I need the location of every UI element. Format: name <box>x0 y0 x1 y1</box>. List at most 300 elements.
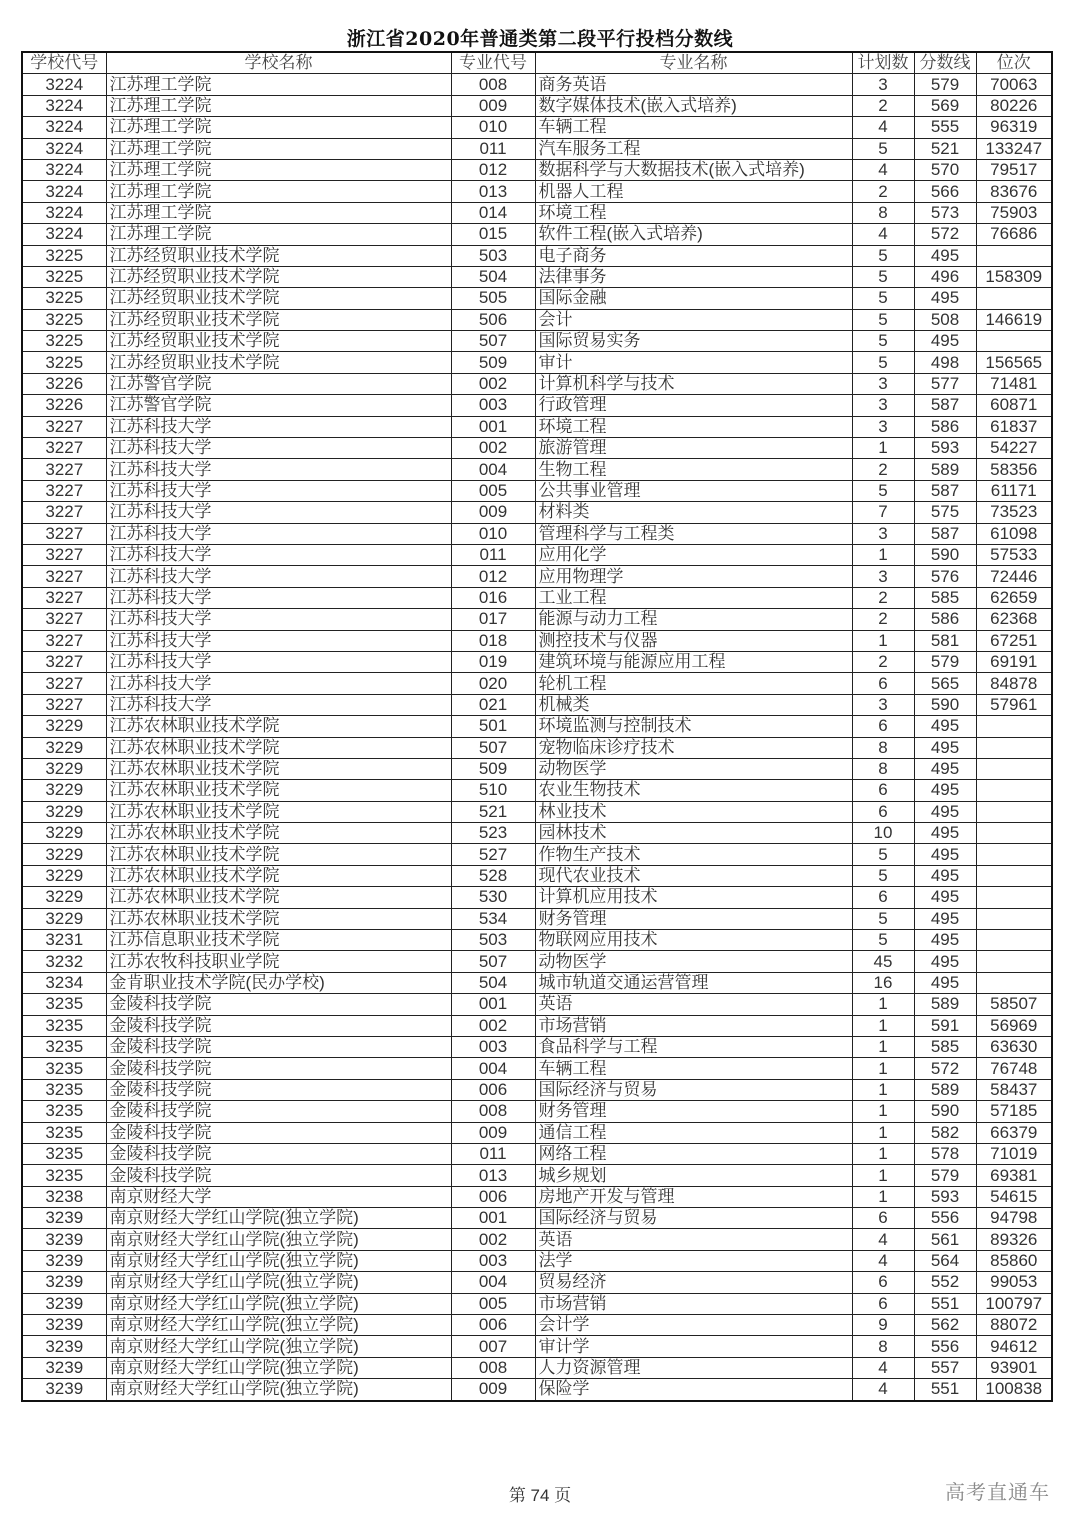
cell-school-code: 3235 <box>22 1036 106 1057</box>
table-row <box>22 1293 1052 1314</box>
table-row <box>22 651 1052 672</box>
cell-rank <box>976 908 1052 929</box>
cell-school-code: 3227 <box>22 673 106 694</box>
cell-major-code: 003 <box>451 1250 535 1271</box>
cell-school-name: 金陵科技学院 <box>106 1122 451 1143</box>
cell-school-code: 3227 <box>22 694 106 715</box>
cell-major-name: 现代农业技术 <box>535 865 852 886</box>
cell-major-code: 504 <box>451 972 535 993</box>
table-row <box>22 1122 1052 1143</box>
cell-rank: 88072 <box>976 1315 1052 1336</box>
cell-plan-count: 4 <box>852 159 914 180</box>
cell-major-name: 国际贸易实务 <box>535 331 852 352</box>
cell-school-name: 金陵科技学院 <box>106 1165 451 1186</box>
header-major-name: 专业名称 <box>535 52 852 74</box>
cell-major-name: 计算机应用技术 <box>535 887 852 908</box>
header-score-line: 分数线 <box>914 52 976 74</box>
cell-major-code: 506 <box>451 309 535 330</box>
table-row <box>22 1250 1052 1271</box>
table-row <box>22 245 1052 266</box>
cell-rank: 54615 <box>976 1186 1052 1207</box>
cell-major-name: 城市轨道交通运营管理 <box>535 972 852 993</box>
cell-school-code: 3239 <box>22 1250 106 1271</box>
cell-plan-count: 1 <box>852 1079 914 1100</box>
cell-plan-count: 5 <box>852 245 914 266</box>
cell-school-name: 南京财经大学红山学院(独立学院) <box>106 1336 451 1357</box>
cell-plan-count: 4 <box>852 1379 914 1401</box>
cell-score-line: 495 <box>914 716 976 737</box>
table-row <box>22 758 1052 779</box>
cell-major-code: 002 <box>451 373 535 394</box>
cell-major-code: 001 <box>451 994 535 1015</box>
cell-major-code: 527 <box>451 844 535 865</box>
cell-score-line: 578 <box>914 1143 976 1164</box>
cell-score-line: 495 <box>914 908 976 929</box>
cell-school-code: 3239 <box>22 1336 106 1357</box>
cell-score-line: 566 <box>914 181 976 202</box>
cell-plan-count: 3 <box>852 416 914 437</box>
cell-rank: 84878 <box>976 673 1052 694</box>
cell-score-line: 587 <box>914 395 976 416</box>
cell-rank: 69381 <box>976 1165 1052 1186</box>
cell-school-name: 江苏农林职业技术学院 <box>106 801 451 822</box>
table-row <box>22 1186 1052 1207</box>
cell-plan-count: 6 <box>852 1293 914 1314</box>
cell-school-code: 3229 <box>22 844 106 865</box>
cell-school-code: 3235 <box>22 1101 106 1122</box>
table-row <box>22 95 1052 116</box>
cell-school-code: 3239 <box>22 1229 106 1250</box>
cell-plan-count: 2 <box>852 95 914 116</box>
table-row <box>22 716 1052 737</box>
cell-school-code: 3227 <box>22 651 106 672</box>
cell-major-name: 审计学 <box>535 1336 852 1357</box>
cell-school-code: 3227 <box>22 566 106 587</box>
cell-score-line: 495 <box>914 758 976 779</box>
table-row <box>22 1315 1052 1336</box>
cell-school-name: 江苏科技大学 <box>106 459 451 480</box>
table-row <box>22 352 1052 373</box>
cell-major-name: 机械类 <box>535 694 852 715</box>
cell-school-code: 3227 <box>22 544 106 565</box>
cell-plan-count: 8 <box>852 737 914 758</box>
cell-school-name: 江苏警官学院 <box>106 395 451 416</box>
cell-major-name: 园林技术 <box>535 823 852 844</box>
header-school-name: 学校名称 <box>106 52 451 74</box>
cell-score-line: 495 <box>914 865 976 886</box>
cell-plan-count: 16 <box>852 972 914 993</box>
cell-major-code: 019 <box>451 651 535 672</box>
cell-school-code: 3229 <box>22 887 106 908</box>
cell-school-name: 江苏经贸职业技术学院 <box>106 288 451 309</box>
table-row <box>22 566 1052 587</box>
cell-rank <box>976 716 1052 737</box>
cell-school-code: 3239 <box>22 1272 106 1293</box>
cell-rank <box>976 801 1052 822</box>
cell-major-name: 城乡规划 <box>535 1165 852 1186</box>
cell-major-code: 009 <box>451 502 535 523</box>
cell-major-code: 002 <box>451 1229 535 1250</box>
cell-rank: 70063 <box>976 74 1052 95</box>
cell-plan-count: 6 <box>852 1272 914 1293</box>
cell-school-name: 南京财经大学红山学院(独立学院) <box>106 1272 451 1293</box>
cell-major-code: 020 <box>451 673 535 694</box>
table-header-row <box>22 52 1052 74</box>
cell-major-name: 计算机科学与技术 <box>535 373 852 394</box>
cell-major-name: 财务管理 <box>535 1101 852 1122</box>
table-row <box>22 1336 1052 1357</box>
table-row <box>22 994 1052 1015</box>
cell-school-code: 3235 <box>22 1015 106 1036</box>
cell-score-line: 556 <box>914 1336 976 1357</box>
cell-major-code: 008 <box>451 1101 535 1122</box>
cell-plan-count: 1 <box>852 438 914 459</box>
cell-school-name: 金陵科技学院 <box>106 1015 451 1036</box>
cell-school-name: 江苏理工学院 <box>106 181 451 202</box>
cell-school-name: 江苏农林职业技术学院 <box>106 780 451 801</box>
cell-rank: 89326 <box>976 1229 1052 1250</box>
cell-school-name: 南京财经大学红山学院(独立学院) <box>106 1315 451 1336</box>
cell-major-code: 503 <box>451 930 535 951</box>
cell-rank: 76686 <box>976 224 1052 245</box>
cell-school-name: 江苏经贸职业技术学院 <box>106 266 451 287</box>
table-row <box>22 951 1052 972</box>
cell-major-name: 国际金融 <box>535 288 852 309</box>
cell-major-name: 国际经济与贸易 <box>535 1208 852 1229</box>
cell-rank: 67251 <box>976 630 1052 651</box>
cell-major-code: 505 <box>451 288 535 309</box>
cell-rank: 54227 <box>976 438 1052 459</box>
cell-major-name: 旅游管理 <box>535 438 852 459</box>
cell-rank: 79517 <box>976 159 1052 180</box>
cell-school-code: 3225 <box>22 245 106 266</box>
cell-major-name: 市场营销 <box>535 1293 852 1314</box>
cell-school-name: 南京财经大学 <box>106 1186 451 1207</box>
cell-rank: 71481 <box>976 373 1052 394</box>
cell-score-line: 555 <box>914 117 976 138</box>
cell-plan-count: 5 <box>852 844 914 865</box>
cell-rank: 61171 <box>976 480 1052 501</box>
cell-score-line: 572 <box>914 1058 976 1079</box>
cell-major-code: 014 <box>451 202 535 223</box>
table-row <box>22 416 1052 437</box>
cell-plan-count: 2 <box>852 459 914 480</box>
cell-school-name: 江苏理工学院 <box>106 95 451 116</box>
cell-score-line: 495 <box>914 780 976 801</box>
cell-major-name: 会计 <box>535 309 852 330</box>
cell-school-name: 江苏经贸职业技术学院 <box>106 352 451 373</box>
cell-major-code: 503 <box>451 245 535 266</box>
cell-school-code: 3224 <box>22 224 106 245</box>
cell-major-name: 英语 <box>535 1229 852 1250</box>
cell-plan-count: 6 <box>852 887 914 908</box>
cell-score-line: 587 <box>914 523 976 544</box>
table-row <box>22 865 1052 886</box>
cell-major-name: 建筑环境与能源应用工程 <box>535 651 852 672</box>
cell-major-name: 应用物理学 <box>535 566 852 587</box>
cell-score-line: 573 <box>914 202 976 223</box>
cell-plan-count: 7 <box>852 502 914 523</box>
cell-school-name: 江苏科技大学 <box>106 651 451 672</box>
header-rank: 位次 <box>976 52 1052 74</box>
cell-rank: 96319 <box>976 117 1052 138</box>
cell-score-line: 570 <box>914 159 976 180</box>
cell-rank: 85860 <box>976 1250 1052 1271</box>
cell-plan-count: 6 <box>852 673 914 694</box>
cell-rank: 60871 <box>976 395 1052 416</box>
table-row <box>22 1165 1052 1186</box>
cell-score-line: 589 <box>914 459 976 480</box>
table-row <box>22 480 1052 501</box>
cell-plan-count: 5 <box>852 266 914 287</box>
cell-major-name: 财务管理 <box>535 908 852 929</box>
cell-major-code: 507 <box>451 737 535 758</box>
cell-major-name: 应用化学 <box>535 544 852 565</box>
cell-school-name: 江苏信息职业技术学院 <box>106 930 451 951</box>
cell-major-name: 行政管理 <box>535 395 852 416</box>
cell-major-code: 001 <box>451 1208 535 1229</box>
cell-score-line: 572 <box>914 224 976 245</box>
cell-score-line: 498 <box>914 352 976 373</box>
cell-plan-count: 4 <box>852 224 914 245</box>
cell-school-code: 3229 <box>22 716 106 737</box>
cell-plan-count: 45 <box>852 951 914 972</box>
cell-score-line: 496 <box>914 266 976 287</box>
cell-school-code: 3227 <box>22 523 106 544</box>
cell-major-name: 环境监测与控制技术 <box>535 716 852 737</box>
cell-major-code: 501 <box>451 716 535 737</box>
cell-school-code: 3224 <box>22 159 106 180</box>
cell-school-name: 江苏科技大学 <box>106 566 451 587</box>
cell-major-name: 生物工程 <box>535 459 852 480</box>
cell-school-name: 江苏经贸职业技术学院 <box>106 245 451 266</box>
table-row <box>22 844 1052 865</box>
cell-score-line: 590 <box>914 694 976 715</box>
cell-school-code: 3229 <box>22 865 106 886</box>
cell-score-line: 576 <box>914 566 976 587</box>
cell-score-line: 586 <box>914 609 976 630</box>
cell-plan-count: 1 <box>852 994 914 1015</box>
cell-major-code: 521 <box>451 801 535 822</box>
cell-major-code: 012 <box>451 566 535 587</box>
table-row <box>22 823 1052 844</box>
cell-score-line: 495 <box>914 245 976 266</box>
cell-rank: 94612 <box>976 1336 1052 1357</box>
cell-score-line: 557 <box>914 1357 976 1378</box>
cell-major-code: 003 <box>451 1036 535 1057</box>
table-row <box>22 1079 1052 1100</box>
cell-school-name: 金陵科技学院 <box>106 994 451 1015</box>
table-row <box>22 1101 1052 1122</box>
cell-plan-count: 5 <box>852 352 914 373</box>
cell-major-code: 012 <box>451 159 535 180</box>
cell-plan-count: 3 <box>852 694 914 715</box>
cell-school-name: 江苏农林职业技术学院 <box>106 887 451 908</box>
cell-school-name: 江苏经贸职业技术学院 <box>106 309 451 330</box>
cell-major-code: 011 <box>451 1143 535 1164</box>
cell-school-name: 江苏科技大学 <box>106 694 451 715</box>
cell-major-name: 保险学 <box>535 1379 852 1401</box>
cell-plan-count: 5 <box>852 288 914 309</box>
cell-rank <box>976 331 1052 352</box>
cell-major-name: 工业工程 <box>535 587 852 608</box>
cell-rank <box>976 823 1052 844</box>
cell-major-code: 507 <box>451 331 535 352</box>
cell-score-line: 495 <box>914 288 976 309</box>
table-row <box>22 1208 1052 1229</box>
cell-school-code: 3227 <box>22 459 106 480</box>
cell-major-name: 食品科学与工程 <box>535 1036 852 1057</box>
table-row <box>22 1272 1052 1293</box>
cell-major-name: 宠物临床诊疗技术 <box>535 737 852 758</box>
cell-major-code: 015 <box>451 224 535 245</box>
cell-school-name: 江苏理工学院 <box>106 202 451 223</box>
table-row <box>22 1015 1052 1036</box>
cell-major-code: 009 <box>451 1379 535 1401</box>
cell-rank: 94798 <box>976 1208 1052 1229</box>
page-number: 第 74 页 <box>508 1486 572 1505</box>
table-row <box>22 930 1052 951</box>
table-row <box>22 202 1052 223</box>
cell-school-code: 3238 <box>22 1186 106 1207</box>
cell-school-name: 江苏农林职业技术学院 <box>106 865 451 886</box>
cell-plan-count: 5 <box>852 331 914 352</box>
cell-major-name: 农业生物技术 <box>535 780 852 801</box>
cell-rank: 58437 <box>976 1079 1052 1100</box>
cell-major-code: 006 <box>451 1079 535 1100</box>
cell-school-name: 江苏农林职业技术学院 <box>106 758 451 779</box>
cell-school-name: 江苏农林职业技术学院 <box>106 908 451 929</box>
table-row <box>22 673 1052 694</box>
cell-rank: 80226 <box>976 95 1052 116</box>
cell-score-line: 561 <box>914 1229 976 1250</box>
cell-major-name: 会计学 <box>535 1315 852 1336</box>
cell-score-line: 495 <box>914 887 976 908</box>
table-row <box>22 459 1052 480</box>
cell-plan-count: 5 <box>852 930 914 951</box>
cell-major-code: 002 <box>451 1015 535 1036</box>
cell-score-line: 495 <box>914 844 976 865</box>
cell-major-code: 008 <box>451 1357 535 1378</box>
cell-school-code: 3229 <box>22 908 106 929</box>
table-row <box>22 1143 1052 1164</box>
cell-plan-count: 2 <box>852 609 914 630</box>
cell-major-code: 010 <box>451 523 535 544</box>
cell-score-line: 495 <box>914 930 976 951</box>
cell-rank <box>976 780 1052 801</box>
cell-major-name: 法律事务 <box>535 266 852 287</box>
table-row <box>22 181 1052 202</box>
cell-school-name: 江苏科技大学 <box>106 416 451 437</box>
cell-plan-count: 1 <box>852 1058 914 1079</box>
cell-rank: 75903 <box>976 202 1052 223</box>
table-row <box>22 502 1052 523</box>
cell-school-name: 金肯职业技术学院(民办学校) <box>106 972 451 993</box>
cell-major-name: 管理科学与工程类 <box>535 523 852 544</box>
table-row <box>22 887 1052 908</box>
cell-plan-count: 4 <box>852 1229 914 1250</box>
table-row <box>22 544 1052 565</box>
cell-rank <box>976 737 1052 758</box>
cell-rank <box>976 951 1052 972</box>
cell-school-name: 江苏农林职业技术学院 <box>106 716 451 737</box>
cell-plan-count: 2 <box>852 587 914 608</box>
cell-rank: 133247 <box>976 138 1052 159</box>
cell-school-name: 金陵科技学院 <box>106 1101 451 1122</box>
cell-plan-count: 1 <box>852 1122 914 1143</box>
cell-score-line: 593 <box>914 1186 976 1207</box>
cell-major-code: 005 <box>451 1293 535 1314</box>
cell-rank: 158309 <box>976 266 1052 287</box>
cell-score-line: 569 <box>914 95 976 116</box>
cell-major-name: 轮机工程 <box>535 673 852 694</box>
cell-plan-count: 6 <box>852 801 914 822</box>
cell-school-code: 3235 <box>22 1143 106 1164</box>
cell-school-code: 3229 <box>22 780 106 801</box>
cell-school-name: 江苏理工学院 <box>106 138 451 159</box>
cell-plan-count: 1 <box>852 544 914 565</box>
cell-school-name: 江苏科技大学 <box>106 673 451 694</box>
cell-score-line: 556 <box>914 1208 976 1229</box>
cell-school-code: 3225 <box>22 331 106 352</box>
cell-major-code: 530 <box>451 887 535 908</box>
cell-plan-count: 5 <box>852 480 914 501</box>
cell-major-code: 016 <box>451 587 535 608</box>
table-row <box>22 609 1052 630</box>
cell-plan-count: 2 <box>852 181 914 202</box>
cell-plan-count: 3 <box>852 373 914 394</box>
table-row <box>22 694 1052 715</box>
cell-rank: 62368 <box>976 609 1052 630</box>
cell-school-name: 江苏科技大学 <box>106 630 451 651</box>
cell-score-line: 590 <box>914 544 976 565</box>
cell-plan-count: 1 <box>852 1101 914 1122</box>
cell-plan-count: 9 <box>852 1315 914 1336</box>
cell-major-code: 011 <box>451 544 535 565</box>
cell-school-code: 3235 <box>22 1165 106 1186</box>
cell-plan-count: 3 <box>852 395 914 416</box>
cell-score-line: 551 <box>914 1379 976 1401</box>
table-row <box>22 780 1052 801</box>
cell-major-code: 006 <box>451 1186 535 1207</box>
cell-major-name: 能源与动力工程 <box>535 609 852 630</box>
cell-school-code: 3225 <box>22 352 106 373</box>
table-body <box>22 74 1052 1401</box>
cell-score-line: 495 <box>914 737 976 758</box>
header-major-code: 专业代号 <box>451 52 535 74</box>
cell-major-code: 534 <box>451 908 535 929</box>
table-row <box>22 159 1052 180</box>
table-row <box>22 288 1052 309</box>
cell-rank: 71019 <box>976 1143 1052 1164</box>
cell-score-line: 593 <box>914 438 976 459</box>
cell-rank: 99053 <box>976 1272 1052 1293</box>
cell-major-name: 数据科学与大数据技术(嵌入式培养) <box>535 159 852 180</box>
cell-rank: 73523 <box>976 502 1052 523</box>
cell-major-name: 网络工程 <box>535 1143 852 1164</box>
cell-school-name: 江苏理工学院 <box>106 159 451 180</box>
cell-plan-count: 8 <box>852 202 914 223</box>
cell-rank: 146619 <box>976 309 1052 330</box>
admission-score-table <box>21 51 1053 1402</box>
cell-rank: 57533 <box>976 544 1052 565</box>
cell-plan-count: 6 <box>852 780 914 801</box>
cell-major-code: 528 <box>451 865 535 886</box>
cell-school-code: 3235 <box>22 994 106 1015</box>
cell-major-name: 机器人工程 <box>535 181 852 202</box>
cell-score-line: 585 <box>914 1036 976 1057</box>
cell-school-code: 3225 <box>22 266 106 287</box>
